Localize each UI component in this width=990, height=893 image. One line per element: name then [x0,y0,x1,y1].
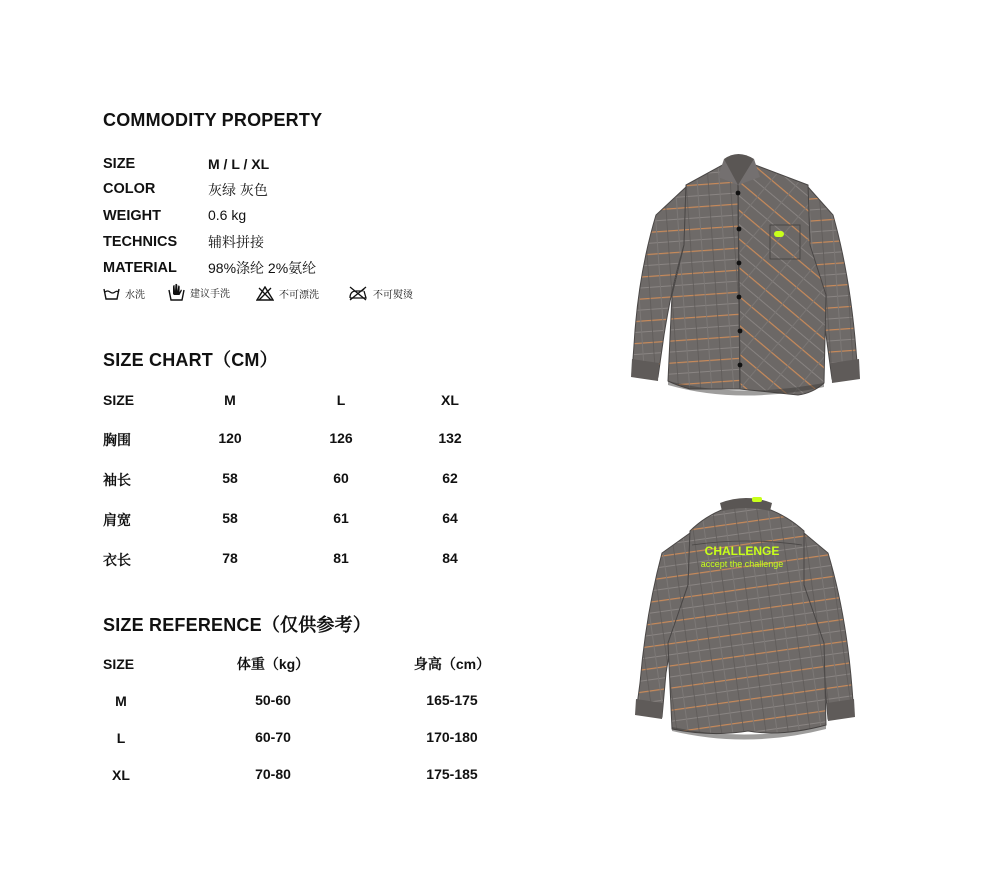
size-chart-cell: 81 [333,550,349,566]
size-reference-size: M [115,693,127,709]
care-no-bleach-label: 不可漂洗 [279,290,319,301]
shirt-front-image [628,145,864,405]
size-reference-header-height: 身高（cm） [413,656,491,672]
size-reference-weight: 70-80 [255,766,291,782]
property-value-size: M / L / XL [208,156,270,172]
size-chart-row-label: 衣长 [103,552,131,568]
care-wash-label: 水洗 [125,290,145,301]
size-chart-cell: 58 [222,510,238,526]
size-chart-cell: 62 [442,470,458,486]
size-reference-title: SIZE REFERENCE（仅供参考） [103,615,372,635]
size-chart-cell: 132 [438,430,462,446]
size-reference-height: 175-185 [426,766,478,782]
size-reference-weight: 60-70 [255,729,291,745]
size-chart-cell: 126 [329,430,353,446]
size-reference-header-size: SIZE [103,656,135,672]
size-reference-height: 165-175 [426,692,478,708]
property-value-material: 98%涤纶 2%氨纶 [208,260,317,276]
size-chart-cell: 78 [222,550,238,566]
size-chart-header-size: SIZE [103,392,135,408]
size-reference-size: XL [112,767,130,783]
size-reference-height: 170-180 [426,729,478,745]
care-hand-wash [168,283,230,301]
size-chart-row-label: 袖长 [103,472,131,488]
property-label-size: SIZE [103,156,136,172]
size-chart-cell: 61 [333,510,349,526]
care-no-iron-label: 不可熨烫 [373,290,413,301]
property-label-material: MATERIAL [103,260,177,276]
care-no-iron [348,286,413,301]
property-value-weight: 0.6 kg [208,207,247,223]
care-hand-wash-label: 建议手洗 [190,288,230,300]
size-chart-cell: 120 [218,430,242,446]
hand-wash-icon [168,283,185,301]
size-chart-header-m: M [224,392,236,408]
size-reference-size: L [116,730,126,746]
no-iron-icon [348,286,368,301]
property-label-weight: WEIGHT [103,208,161,224]
size-reference-weight: 50-60 [255,692,291,708]
size-chart-cell: 58 [222,470,238,486]
size-chart-row-label: 胸围 [103,432,131,448]
size-chart-title: SIZE CHART（CM） [103,350,278,370]
property-label-technics: TECHNICS [103,234,178,250]
size-chart-cell: 84 [442,550,458,566]
property-title: COMMODITY PROPERTY [103,110,323,130]
property-value-color: 灰绿 灰色 [208,182,268,198]
size-reference-header-weight: 体重（kg） [236,656,310,672]
size-chart-cell: 60 [333,470,349,486]
size-chart-header-xl: XL [441,392,459,408]
care-wash [103,286,145,301]
back-print-title: CHALLENGE [704,544,780,558]
property-value-technics: 辅料拼接 [208,234,264,250]
size-chart-header-l: L [336,392,346,408]
no-bleach-icon [256,286,274,301]
wash-tub-icon [103,286,120,301]
size-chart-cell: 64 [442,510,458,526]
back-print-subtitle: accept the challenge [700,559,784,569]
property-label-color: COLOR [103,181,156,197]
shirt-back-image [632,493,858,755]
care-no-bleach [256,286,319,301]
size-chart-row-label: 肩宽 [103,512,131,528]
